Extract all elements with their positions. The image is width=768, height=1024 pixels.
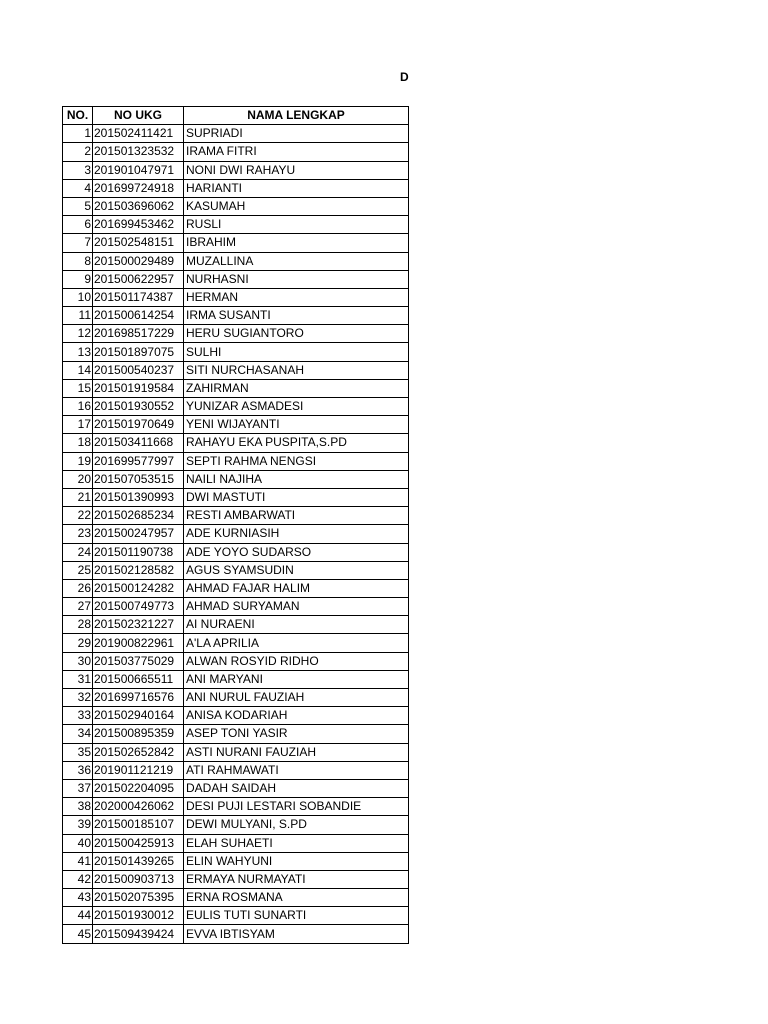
table-row: [63, 652, 409, 670]
no-ukg-cell: 201501897075: [93, 343, 184, 361]
no-ukg-cell: 201501390993: [93, 488, 184, 506]
full-name-cell: ERNA ROSMANA: [184, 889, 409, 907]
full-name-cell: EVVA IBTISYAM: [184, 925, 409, 943]
full-name-cell: EULIS TUTI SUNARTI: [184, 907, 409, 925]
no-ukg-cell: 201502128582: [93, 561, 184, 579]
full-name-cell: YENI WIJAYANTI: [184, 416, 409, 434]
no-ukg-cell: 201500665511: [93, 670, 184, 688]
row-number: 31: [63, 670, 93, 688]
row-number: 11: [63, 307, 93, 325]
table-row: [63, 452, 409, 470]
table-row: [63, 543, 409, 561]
table-row: [63, 579, 409, 597]
no-ukg-cell: 201500029489: [93, 252, 184, 270]
document-heading: D: [400, 70, 409, 84]
table-row: [63, 143, 409, 161]
table-row: [63, 816, 409, 834]
no-ukg-cell: 201500614254: [93, 307, 184, 325]
full-name-cell: ANI NURUL FAUZIAH: [184, 689, 409, 707]
full-name-cell: IRMA SUSANTI: [184, 307, 409, 325]
table-row: [63, 361, 409, 379]
row-number: 40: [63, 834, 93, 852]
row-number: 42: [63, 870, 93, 888]
table-row: [63, 507, 409, 525]
no-ukg-cell: 201901047971: [93, 161, 184, 179]
full-name-cell: ANI MARYANI: [184, 670, 409, 688]
row-number: 22: [63, 507, 93, 525]
table-row: [63, 470, 409, 488]
no-ukg-cell: 201502940164: [93, 707, 184, 725]
no-ukg-cell: 201501323532: [93, 143, 184, 161]
row-number: 27: [63, 598, 93, 616]
row-number: 9: [63, 270, 93, 288]
table-row: [63, 288, 409, 306]
no-ukg-cell: 201699716576: [93, 689, 184, 707]
full-name-cell: ASTI NURANI FAUZIAH: [184, 743, 409, 761]
row-number: 19: [63, 452, 93, 470]
row-number: 38: [63, 798, 93, 816]
table-row: [63, 561, 409, 579]
no-ukg-cell: 201501174387: [93, 288, 184, 306]
table-row: [63, 307, 409, 325]
no-ukg-cell: 201900822961: [93, 634, 184, 652]
no-ukg-cell: 201502685234: [93, 507, 184, 525]
no-ukg-cell: 201501970649: [93, 416, 184, 434]
full-name-cell: SEPTI RAHMA NENGSI: [184, 452, 409, 470]
no-ukg-cell: 201901121219: [93, 761, 184, 779]
table-row: [63, 598, 409, 616]
full-name-cell: ADE YOYO SUDARSO: [184, 543, 409, 561]
no-ukg-cell: 201500895359: [93, 725, 184, 743]
row-number: 39: [63, 816, 93, 834]
full-name-cell: DEWI MULYANI, S.PD: [184, 816, 409, 834]
no-ukg-cell: 201500749773: [93, 598, 184, 616]
row-number: 3: [63, 161, 93, 179]
no-ukg-cell: 202000426062: [93, 798, 184, 816]
table-row: [63, 125, 409, 143]
no-ukg-cell: 201502411421: [93, 125, 184, 143]
full-name-cell: RAHAYU EKA PUSPITA,S.PD: [184, 434, 409, 452]
no-ukg-cell: 201502204095: [93, 779, 184, 797]
row-number: 14: [63, 361, 93, 379]
row-number: 18: [63, 434, 93, 452]
table-row: [63, 252, 409, 270]
full-name-cell: AHMAD FAJAR HALIM: [184, 579, 409, 597]
table-row: [63, 161, 409, 179]
row-number: 32: [63, 689, 93, 707]
full-name-cell: ANISA KODARIAH: [184, 707, 409, 725]
full-name-cell: ATI RAHMAWATI: [184, 761, 409, 779]
row-number: 44: [63, 907, 93, 925]
no-ukg-cell: 201500622957: [93, 270, 184, 288]
no-ukg-cell: 201501930012: [93, 907, 184, 925]
table-row: [63, 670, 409, 688]
no-ukg-cell: 201509439424: [93, 925, 184, 943]
row-number: 2: [63, 143, 93, 161]
row-number: 16: [63, 398, 93, 416]
table-row: [63, 525, 409, 543]
full-name-cell: AHMAD SURYAMAN: [184, 598, 409, 616]
table-row: [63, 197, 409, 215]
table-row: [63, 852, 409, 870]
no-ukg-cell: 201501930552: [93, 398, 184, 416]
table-row: [63, 379, 409, 397]
full-name-cell: SITI NURCHASANAH: [184, 361, 409, 379]
no-ukg-cell: 201502548151: [93, 234, 184, 252]
table-row: [63, 179, 409, 197]
full-name-cell: ELAH SUHAETI: [184, 834, 409, 852]
no-ukg-cell: 201502321227: [93, 616, 184, 634]
table-row: [63, 743, 409, 761]
full-name-cell: DWI MASTUTI: [184, 488, 409, 506]
full-name-cell: YUNIZAR ASMADESI: [184, 398, 409, 416]
table-row: [63, 798, 409, 816]
no-ukg-cell: 201502075395: [93, 889, 184, 907]
full-name-cell: ELIN WAHYUNI: [184, 852, 409, 870]
full-name-cell: RUSLI: [184, 216, 409, 234]
full-name-cell: ERMAYA NURMAYATI: [184, 870, 409, 888]
row-number: 4: [63, 179, 93, 197]
row-number: 41: [63, 852, 93, 870]
full-name-cell: A'LA APRILIA: [184, 634, 409, 652]
row-number: 15: [63, 379, 93, 397]
no-ukg-cell: 201699453462: [93, 216, 184, 234]
table-row: [63, 270, 409, 288]
no-ukg-cell: 201500185107: [93, 816, 184, 834]
table-row: [63, 234, 409, 252]
row-number: 33: [63, 707, 93, 725]
row-number: 17: [63, 416, 93, 434]
full-name-cell: AI NURAENI: [184, 616, 409, 634]
full-name-cell: ALWAN ROSYID RIDHO: [184, 652, 409, 670]
table-row: [63, 834, 409, 852]
full-name-cell: NAILI NAJIHA: [184, 470, 409, 488]
table-row: [63, 889, 409, 907]
full-name-cell: SULHI: [184, 343, 409, 361]
full-name-cell: ASEP TONI YASIR: [184, 725, 409, 743]
table-row: [63, 488, 409, 506]
table-row: [63, 689, 409, 707]
row-number: 1: [63, 125, 93, 143]
row-number: 29: [63, 634, 93, 652]
row-number: 45: [63, 925, 93, 943]
no-ukg-cell: 201500425913: [93, 834, 184, 852]
table-row: [63, 761, 409, 779]
full-name-cell: MUZALLINA: [184, 252, 409, 270]
table-row: [63, 707, 409, 725]
table-row: [63, 907, 409, 925]
table-row: [63, 325, 409, 343]
full-name-cell: DESI PUJI LESTARI SOBANDIE: [184, 798, 409, 816]
full-name-cell: ZAHIRMAN: [184, 379, 409, 397]
table-row: [63, 434, 409, 452]
table-row: [63, 343, 409, 361]
table-row: [63, 725, 409, 743]
no-ukg-cell: 201699577997: [93, 452, 184, 470]
table-row: [63, 616, 409, 634]
full-name-cell: HERU SUGIANTORO: [184, 325, 409, 343]
full-name-cell: IBRAHIM: [184, 234, 409, 252]
full-name-cell: NONI DWI RAHAYU: [184, 161, 409, 179]
full-name-cell: KASUMAH: [184, 197, 409, 215]
full-name-cell: IRAMA FITRI: [184, 143, 409, 161]
no-ukg-cell: 201699724918: [93, 179, 184, 197]
full-name-cell: ADE KURNIASIH: [184, 525, 409, 543]
table-row: [63, 925, 409, 943]
no-ukg-cell: 201501919584: [93, 379, 184, 397]
no-ukg-cell: 201503696062: [93, 197, 184, 215]
no-ukg-cell: 201500903713: [93, 870, 184, 888]
row-number: 10: [63, 288, 93, 306]
header-nama-lengkap: NAMA LENGKAP: [184, 107, 409, 125]
row-number: 23: [63, 525, 93, 543]
full-name-cell: RESTI AMBARWATI: [184, 507, 409, 525]
row-number: 20: [63, 470, 93, 488]
table-row: [63, 416, 409, 434]
no-ukg-cell: 201503775029: [93, 652, 184, 670]
no-ukg-cell: 201500247957: [93, 525, 184, 543]
row-number: 36: [63, 761, 93, 779]
row-number: 43: [63, 889, 93, 907]
table-header: [63, 107, 409, 125]
header-no-ukg: NO UKG: [93, 107, 184, 125]
row-number: 7: [63, 234, 93, 252]
table-row: [63, 870, 409, 888]
row-number: 13: [63, 343, 93, 361]
row-number: 12: [63, 325, 93, 343]
full-name-cell: AGUS SYAMSUDIN: [184, 561, 409, 579]
no-ukg-cell: 201502652842: [93, 743, 184, 761]
row-number: 34: [63, 725, 93, 743]
row-number: 8: [63, 252, 93, 270]
no-ukg-cell: 201501190738: [93, 543, 184, 561]
table-row: [63, 398, 409, 416]
row-number: 5: [63, 197, 93, 215]
row-number: 26: [63, 579, 93, 597]
row-number: 35: [63, 743, 93, 761]
row-number: 21: [63, 488, 93, 506]
no-ukg-cell: 201698517229: [93, 325, 184, 343]
row-number: 25: [63, 561, 93, 579]
row-number: 37: [63, 779, 93, 797]
no-ukg-cell: 201501439265: [93, 852, 184, 870]
row-number: 30: [63, 652, 93, 670]
full-name-cell: DADAH SAIDAH: [184, 779, 409, 797]
no-ukg-cell: 201503411668: [93, 434, 184, 452]
row-number: 24: [63, 543, 93, 561]
no-ukg-cell: 201500124282: [93, 579, 184, 597]
no-ukg-cell: 201500540237: [93, 361, 184, 379]
table-row: [63, 216, 409, 234]
table-row: [63, 779, 409, 797]
no-ukg-cell: 201507053515: [93, 470, 184, 488]
row-number: 28: [63, 616, 93, 634]
table-row: [63, 634, 409, 652]
full-name-cell: HARIANTI: [184, 179, 409, 197]
row-number: 6: [63, 216, 93, 234]
header-row: [63, 107, 409, 125]
participant-table: [62, 106, 409, 944]
table-body: [63, 125, 409, 943]
full-name-cell: HERMAN: [184, 288, 409, 306]
full-name-cell: SUPRIADI: [184, 125, 409, 143]
header-no: NO.: [63, 107, 93, 125]
full-name-cell: NURHASNI: [184, 270, 409, 288]
